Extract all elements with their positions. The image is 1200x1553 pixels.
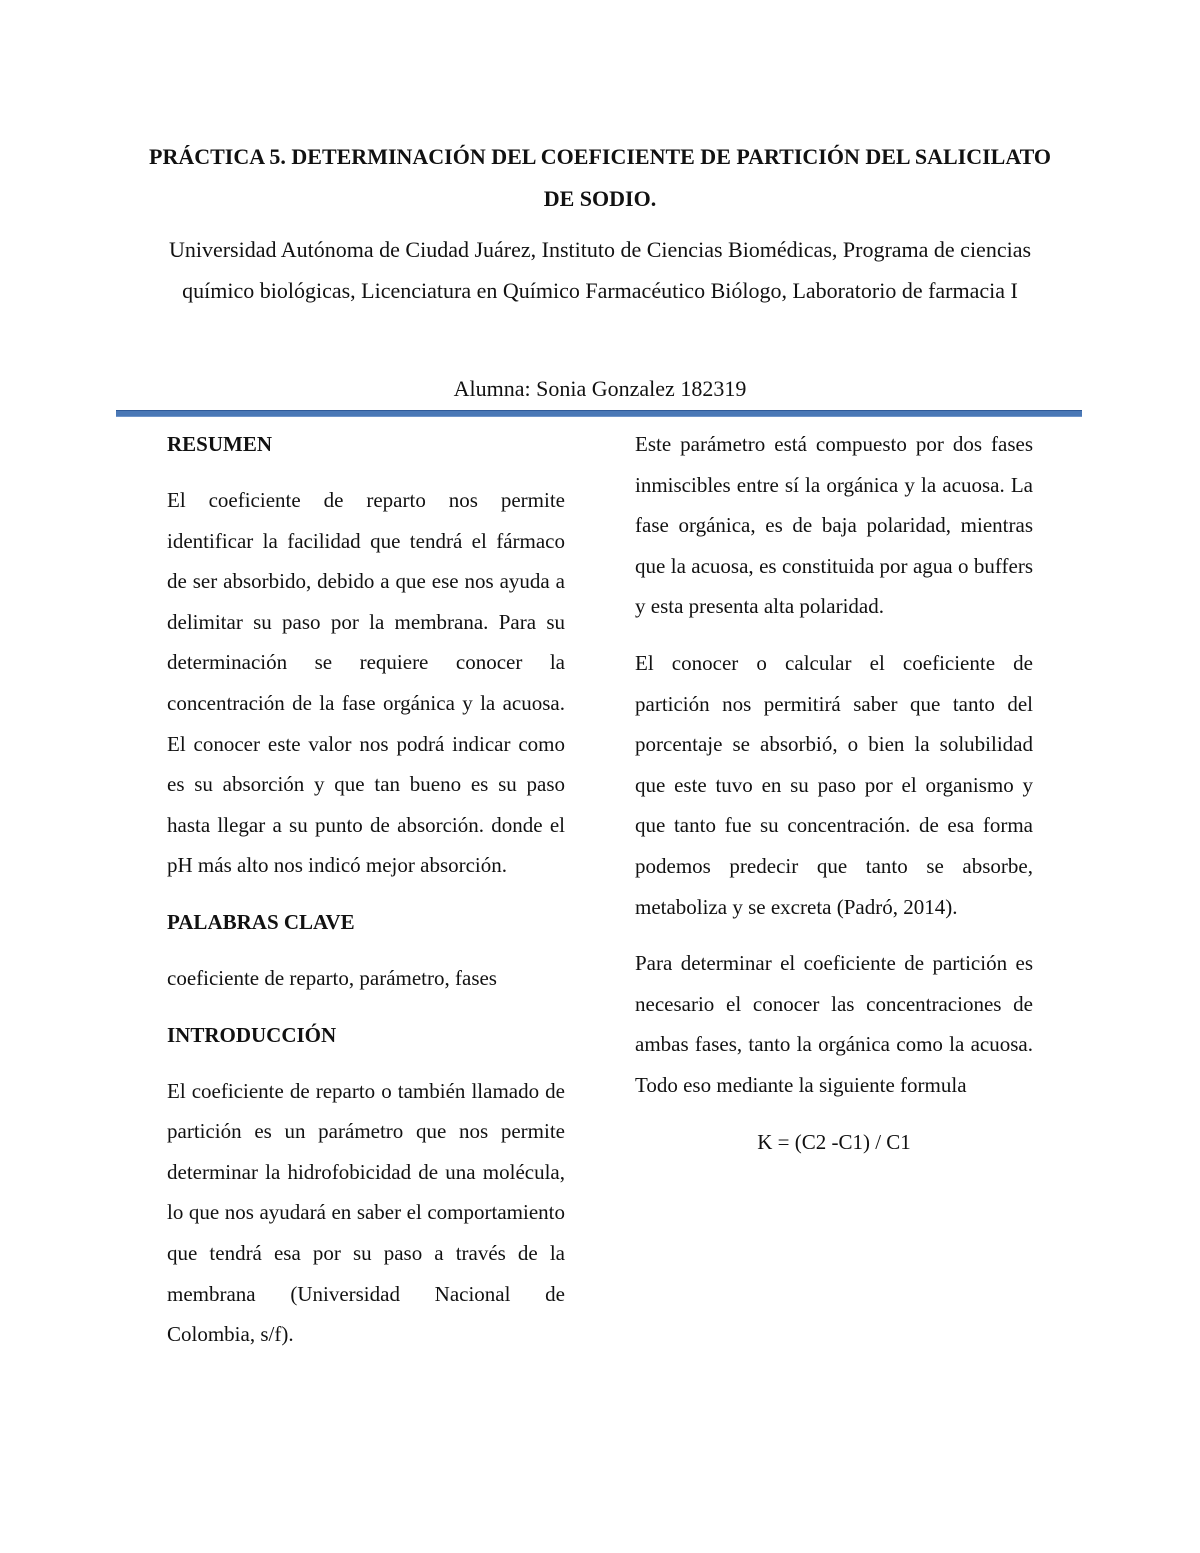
formula-intro-paragraph: Para determinar el coeficiente de partición es necesario el conocer las concentraciones de ambas fases, tanto la orgánica como la acuosa. Todo eso mediante la siguiente formula [635, 951, 1033, 1097]
introduction-heading: INTRODUCCIÓN [167, 1022, 337, 1047]
resumen-paragraph: El coeficiente de reparto nos permite identificar la facilidad que tendrá el fármaco de ser absorbido, debido a que ese nos ayuda a delimitar su paso por la membrana. Para su determinación se requiere conocer la concentración de la fase orgánica y la acuosa. El conocer este valor nos podrá indicar como es su absorción y que tan bueno es su paso hasta llegar a su punto de absorción. donde el pH más alto nos indicó mejor absorción. [167, 488, 565, 878]
resumen-heading: RESUMEN [167, 432, 273, 456]
keywords-paragraph: coeficiente de reparto, parámetro, fases [167, 965, 497, 990]
phases-paragraph: Este parámetro está compuesto por dos fases inmiscibles entre sí la orgánica y la acuosa. La fase orgánica, es de baja polaridad, mientras que la acuosa, es constituida por agua o buffers y esta presenta alta polaridad. [635, 432, 1033, 619]
left-column [167, 424, 565, 1371]
author-affiliation: Universidad Autónoma de Ciudad Juárez, Instituto de Ciencias Biomédicas, Programa de ciencias químico biológicas, Licenciatura en Químico Farmacéutico Biólogo, Laboratorio de farmacia I [168, 237, 1032, 303]
section-divider [116, 410, 1082, 417]
keywords-heading: PALABRAS CLAVE [167, 909, 355, 934]
paper-title: PRÁCTICA 5. DETERMINACIÓN DEL COEFICIENTE DE PARTICIÓN DEL SALICILATO DE SODIO. [149, 144, 1051, 211]
partition-formula: K = (C2 -C1) / C1 [757, 1129, 911, 1154]
right-column [635, 424, 1033, 1162]
partition-purpose-paragraph: El conocer o calcular el coeficiente de partición nos permitirá saber que tanto del porcentaje se absorbió, o bien la solubilidad que este tuvo en su paso por el organismo y que tanto fue su concentración. de esa forma podemos predecir que tanto se absorbe, metaboliza y se excreta (Padró, 2014). [635, 650, 1033, 919]
introduction-paragraph: El coeficiente de reparto o también llamado de partición es un parámetro que nos permite determinar la hidrofobicidad de una molécula, lo que nos ayudará en saber el comportamiento que tendrá esa por su paso a través de la membrana (Universidad Nacional de Colombia, s/f). [167, 1078, 565, 1347]
author-line: Alumna: Sonia Gonzalez 182319 [453, 376, 747, 401]
